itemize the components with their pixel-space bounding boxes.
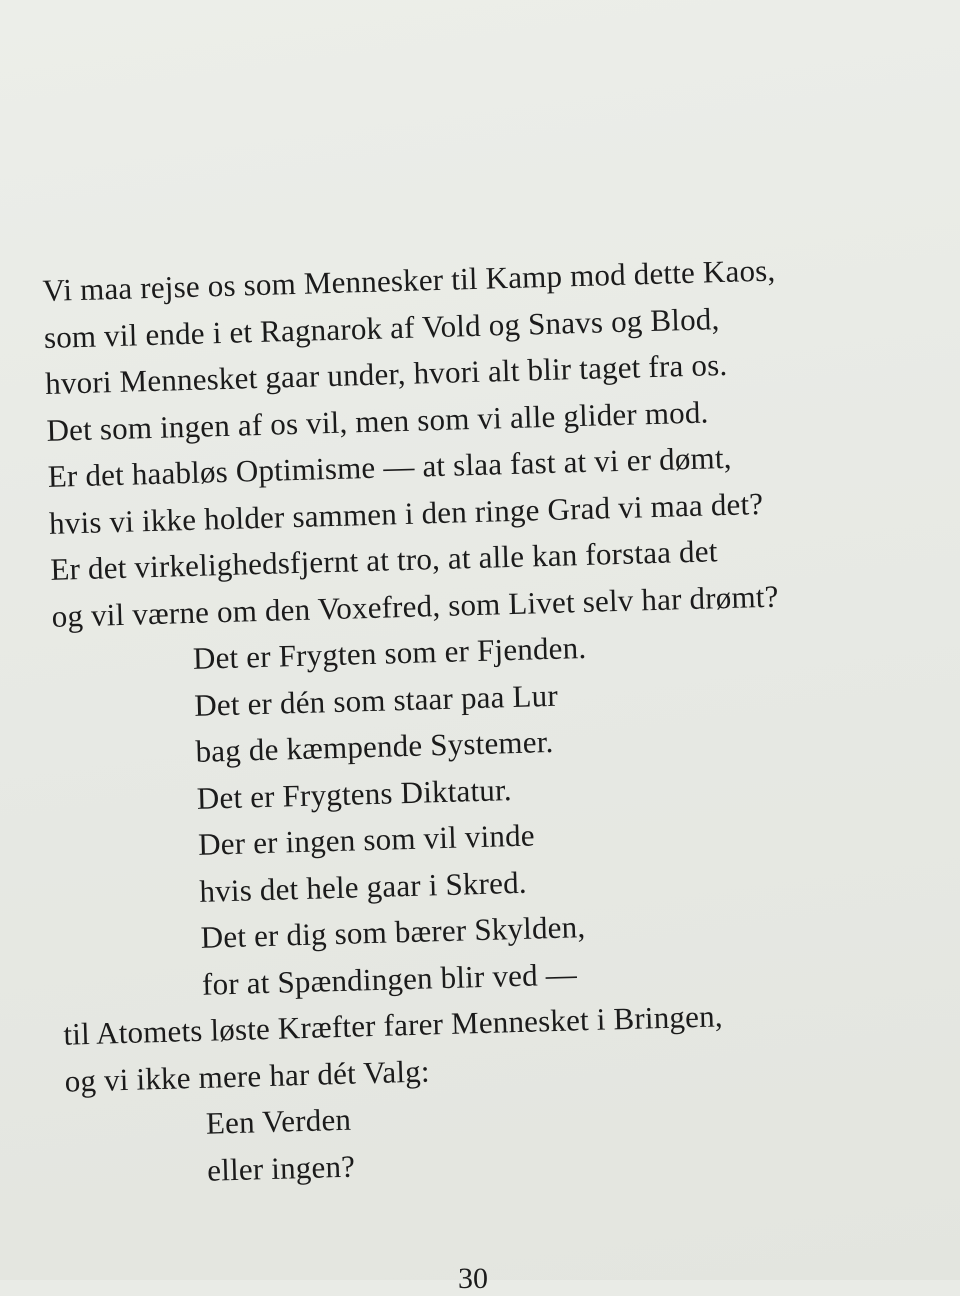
poem-line-indented: Det er Frygten som er Fjenden. (192, 629, 587, 676)
poem-line: Det som ingen af os vil, men som vi alle glider mod. (46, 393, 709, 448)
poem-line-indented: Der er ingen som vil vinde (197, 817, 536, 862)
poem-line: til Atomets løste Kræfter farer Mennesket i Bringen, (62, 998, 724, 1052)
poem-line-indented: for at Spændingen blir ved — (201, 955, 578, 1002)
poem-line-indented: Det er Frygtens Diktatur. (196, 771, 513, 816)
poem-line: som vil ende i et Ragnarok af Vold og Snavs og Blod, (43, 300, 720, 355)
poem-line: hvori Mennesket gaar under, hvori alt blir taget fra os. (44, 346, 728, 401)
page-number: 30 (458, 1262, 488, 1295)
poem-line: Vi maa rejse os som Mennesker til Kamp mod dette Kaos, (42, 252, 776, 308)
poem-line-indented: eller ingen? (206, 1148, 356, 1188)
poem-line: Er det virkelighedsfjernt at tro, at alle kan forstaa det (49, 533, 718, 587)
poem-line: og vi ikke mere har dét Valg: (64, 1052, 431, 1099)
poem-line-indented: hvis det hele gaar i Skred. (198, 864, 528, 909)
poem-line: Er det haabløs Optimisme — at slaa fast at vi er dømt, (47, 439, 733, 494)
poem-text (42, 243, 960, 1198)
poem-line-indented: bag de kæmpende Systemer. (195, 723, 554, 769)
poem-line: hvis vi ikke holder sammen i den ringe Grad vi maa det? (48, 485, 764, 541)
poem-line: og vil værne om den Voxefred, som Livet selv har drømt? (51, 578, 779, 634)
poem-line-indented: Det er dén som staar paa Lur (193, 677, 559, 723)
poem-line-indented: Een Verden (205, 1101, 352, 1141)
poem-line-indented: Det er dig som bærer Skylden, (200, 909, 586, 955)
